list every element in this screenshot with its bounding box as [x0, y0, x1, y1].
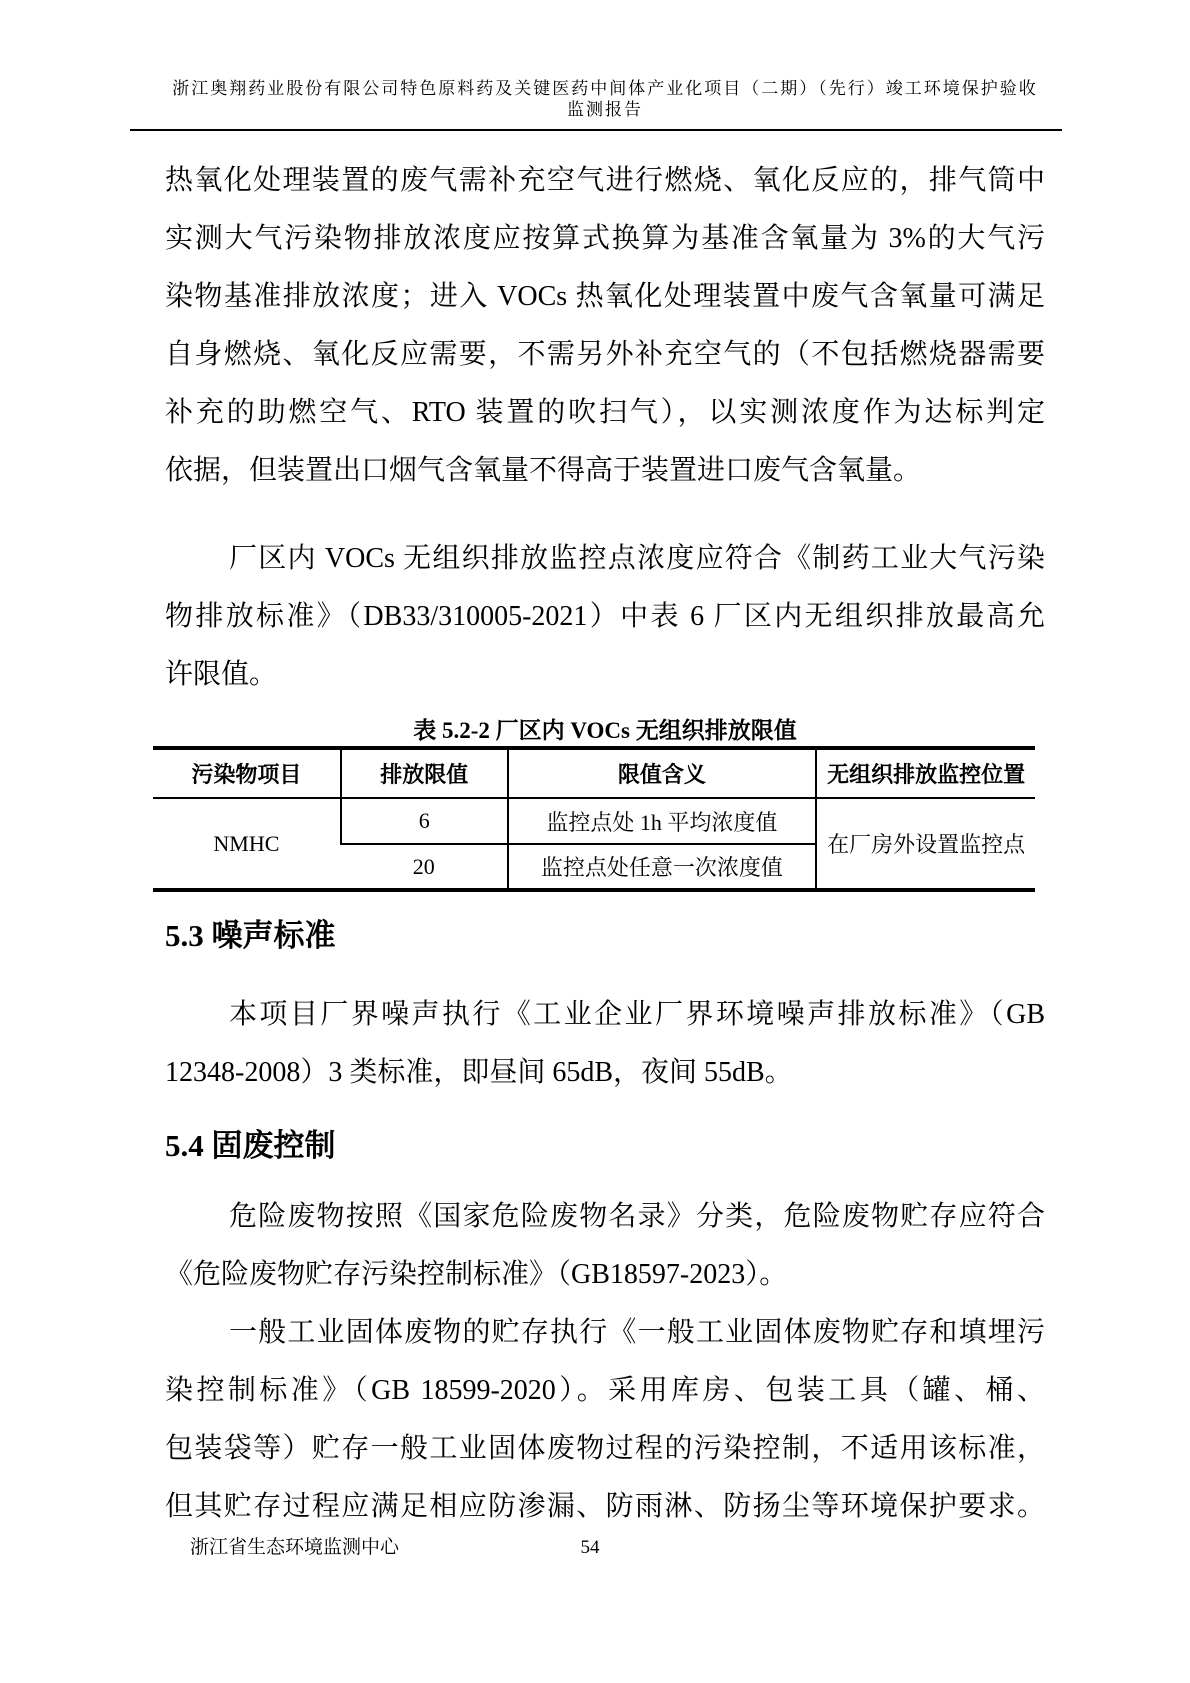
paragraph-line: 染控制标准》（GB 18599-2020）。采用库房、包装工具（罐、桶、 [165, 1375, 1045, 1406]
col-header-location: 无组织排放监控位置 [816, 748, 1035, 798]
vocs-limits-table [153, 746, 1035, 892]
table-header-row [153, 748, 1035, 798]
col-header-meaning: 限值含义 [508, 748, 817, 798]
page-header [165, 78, 1045, 120]
header-divider [130, 129, 1062, 131]
paragraph-line: 热氧化处理装置的废气需补充空气进行燃烧、氧化反应的，排气筒中 [165, 165, 1045, 196]
cell-limit: 20 [412, 853, 435, 879]
paragraph-line: 物排放标准》（DB33/310005-2021）中表 6 厂区内无组织排放最高允 [165, 601, 1045, 632]
paragraph-line: 实测大气污染物排放浓度应按算式换算为基准含氧量为 3%的大气污 [165, 223, 1045, 254]
paragraph-line: 本项目厂界噪声执行《工业企业厂界环境噪声排放标准》（GB [229, 999, 1045, 1030]
cell-limit: 6 [341, 798, 508, 844]
col-header-limit: 排放限值 [341, 748, 508, 798]
header-title-line2: 监测报告 [567, 100, 643, 119]
footer-page-number: 54 [580, 1537, 600, 1558]
paragraph-line: 补充的助燃空气、RTO 装置的吹扫气），以实测浓度作为达标判定 [165, 397, 1045, 428]
paragraph-line: 《危险废物贮存污染控制标准》（GB18597-2023）。 [165, 1259, 788, 1290]
paragraph-general-solid-waste [165, 1304, 1045, 1536]
paragraph-line: 染物基准排放浓度；进入 VOCs 热氧化处理装置中废气含氧量可满足 [165, 281, 1045, 312]
paragraph-line: 许限值。 [165, 659, 278, 690]
paragraph-line: 12348-2008）3 类标准，即昼间 65dB，夜间 55dB。 [165, 1057, 793, 1088]
paragraph-line: 自身燃烧、氧化反应需要，不需另外补充空气的（不包括燃烧器需要 [165, 339, 1045, 370]
document-body [165, 152, 1045, 1536]
paragraph-line: 危险废物按照《国家危险废物名录》分类，危险废物贮存应符合 [229, 1201, 1045, 1232]
paragraph-line: 包装袋等）贮存一般工业固体废物过程的污染控制，不适用该标准， [165, 1433, 1045, 1464]
paragraph-oxidation [165, 152, 1045, 500]
paragraph-line: 一般工业固体废物的贮存执行《一般工业固体废物贮存和填埋污 [229, 1317, 1045, 1348]
section-heading-5-4: 5.4 固废控制 [165, 1128, 336, 1163]
col-header-pollutant: 污染物项目 [153, 748, 341, 798]
paragraph-noise [165, 986, 1045, 1102]
paragraph-line: 厂区内 VOCs 无组织排放监控点浓度应符合《制药工业大气污染 [229, 543, 1045, 574]
table-caption: 表 5.2-2 厂区内 VOCs 无组织排放限值 [413, 718, 797, 743]
paragraph-vocs-fugitive [165, 530, 1045, 704]
cell-meaning: 监控点处 1h 平均浓度值 [508, 798, 817, 844]
paragraph-hazardous-waste [165, 1188, 1045, 1304]
cell-meaning: 监控点处任意一次浓度值 [508, 844, 817, 890]
table-row [153, 798, 1035, 844]
paragraph-line: 依据，但装置出口烟气含氧量不得高于装置进口废气含氧量。 [165, 455, 922, 486]
section-heading-5-3: 5.3 噪声标准 [165, 918, 336, 953]
cell-location: 在厂房外设置监控点 [816, 798, 1035, 890]
cell-pollutant: NMHC [213, 830, 280, 856]
paragraph-line: 但其贮存过程应满足相应防渗漏、防雨淋、防扬尘等环境保护要求。 [165, 1491, 1045, 1522]
footer-organization: 浙江省生态环境监测中心 [190, 1537, 400, 1558]
header-title-line1: 浙江奥翔药业股份有限公司特色原料药及关键医药中间体产业化项目（二期）（先行）竣工环境保护验收 [172, 79, 1038, 98]
